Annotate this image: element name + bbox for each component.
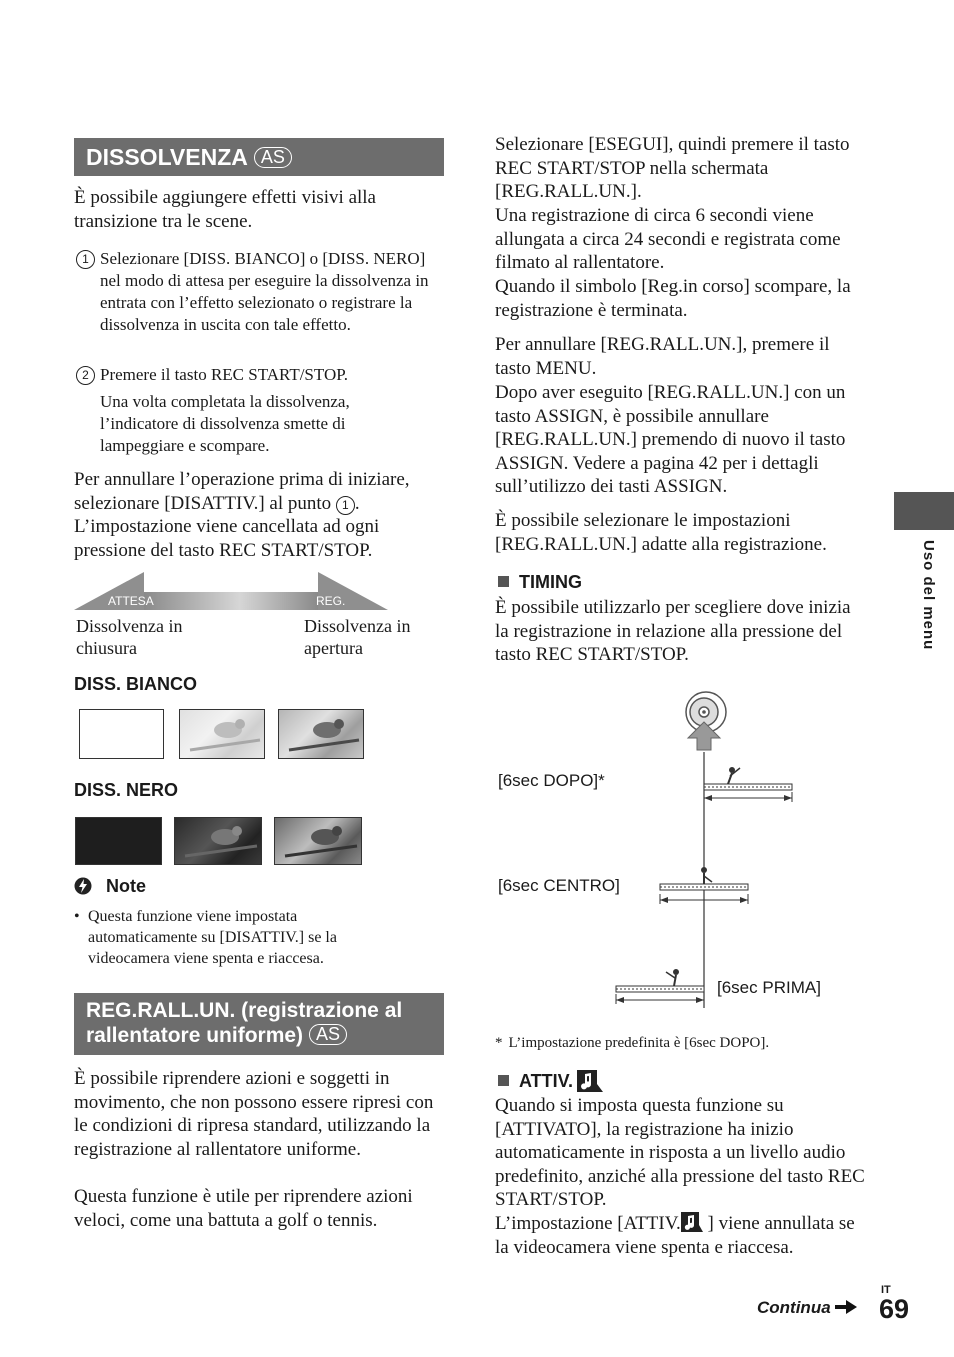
thumb-white-2 — [179, 709, 265, 759]
timing-heading — [498, 572, 582, 593]
bird-image — [175, 818, 261, 864]
right-para-6: È possibile selezionare le impostazioni [REG.RALL.UN.] adatte alla registrazione. — [495, 510, 827, 555]
diagram-label-attesa: ATTESA — [108, 594, 154, 608]
step-1 — [74, 248, 446, 336]
timing-title: TIMING — [519, 572, 582, 592]
side-tab — [894, 492, 954, 530]
step-ref-number: 1 — [336, 496, 355, 515]
continua-link[interactable] — [757, 1298, 857, 1318]
reg-rall-text: È possibile riprendere azioni e soggetti in movimento, che non possono essere ripresi con le condizioni di ripresa standard, utilizzando la registrazione al rallentatore uniforme. — [74, 1068, 434, 1160]
language-code: IT — [881, 1284, 891, 1296]
section-title: DISSOLVENZA — [86, 144, 248, 170]
attiv-text: Quando si imposta questa funzione su [ATTIVATO], la registrazione ha inizio automaticamente in risposta a un livello audio predefinito, anziché alla pressione del tasto REC START/STOP. — [495, 1095, 865, 1211]
footnote-text: L’impostazione predefinita è [6sec DOPO]. — [508, 1035, 770, 1051]
side-tab-label: Uso del menu — [920, 540, 937, 651]
caption-fade-out: Dissolvenza in chiusura — [76, 616, 183, 658]
footnote — [495, 1033, 769, 1053]
section-title-line1: REG.RALL.UN. (registrazione al — [86, 999, 403, 1022]
diss-nero-heading: DISS. NERO — [74, 780, 179, 800]
timing-text: È possibile utilizzarlo per scegliere dove inizia la registrazione in relazione alla pressione del tasto REC START/STOP. — [495, 597, 851, 666]
cancel-text-a: Per annullare l’operazione prima di iniziare, selezionare [DISATTIV.] al punto — [74, 469, 410, 514]
cancel-text-b: . — [354, 492, 360, 514]
continua-label: Continua — [757, 1298, 831, 1317]
as-badge: AS — [309, 1024, 347, 1045]
attiv-text-2b: ] viene annullata se la videocamera viene spenta e riaccesa. — [495, 1213, 855, 1258]
bird-image — [180, 710, 264, 758]
attiv-text-2a: L’impostazione [ATTIV. — [495, 1213, 681, 1234]
section-header-reg-rall — [74, 993, 444, 1055]
timing-bar-prima — [616, 969, 704, 1004]
attiv-title: ATTIV. — [519, 1071, 574, 1091]
right-para-2: Una registrazione di circa 6 secondi viene allungata a circa 24 secondi e registrata come filmato al rallentatore. — [495, 205, 841, 274]
right-para-3: Quando il simbolo [Reg.in corso] scompare, la registrazione è terminata. — [495, 276, 851, 321]
thumb-black-1 — [75, 817, 162, 865]
fade-bar — [144, 592, 318, 610]
diagram-label-reg: REG. — [316, 594, 346, 608]
step-number: 1 — [76, 250, 95, 269]
section-title-line2: rallentatore uniforme) — [86, 1024, 304, 1047]
step-2 — [74, 364, 446, 386]
timing-bar-dopo — [704, 767, 792, 802]
audio-trigger-icon — [577, 1070, 603, 1092]
right-para-5: Dopo aver eseguito [REG.RALL.UN.] con un tasto ASSIGN, è possibile annullare [REG.RALL.UN.] premendo di nuovo il tasto ASSIGN. Vedere a pagina 42 per i dettagli sull’utilizzo dei tasti ASSIGN. — [495, 382, 846, 498]
attiv-heading — [498, 1070, 603, 1092]
bird-image — [275, 818, 361, 864]
note-bullet: • — [74, 908, 80, 925]
attiv-text-2 — [495, 1212, 865, 1259]
arrow-right-icon — [835, 1300, 857, 1314]
right-para-1: Selezionare [ESEGUI], quindi premere il tasto REC START/STOP nella schermata [REG.RALL.UN.]. — [495, 134, 850, 203]
step-number: 2 — [76, 366, 95, 385]
right-para-4: Per annullare [REG.RALL.UN.], premere il tasto MENU. — [495, 334, 830, 379]
thumb-black-2 — [174, 817, 262, 865]
step-text: Premere il tasto REC START/STOP. — [100, 365, 349, 384]
thumb-white-1 — [79, 709, 164, 759]
note-icon — [74, 877, 92, 895]
square-bullet-icon — [498, 576, 509, 587]
caption-fade-in: Dissolvenza in apertura — [304, 616, 411, 658]
square-bullet-icon — [498, 1075, 509, 1086]
thumb-black-3 — [274, 817, 362, 865]
section-header-dissolvenza — [74, 138, 444, 176]
audio-trigger-icon — [681, 1212, 703, 1232]
note-text: Questa funzione viene impostata automaticamente su [DISATTIV.] se la videocamera viene spenta e riaccesa. — [88, 908, 337, 967]
cancel-text — [74, 468, 446, 562]
as-badge: AS — [254, 147, 292, 168]
page-number: 69 — [879, 1294, 910, 1324]
timing-label-dopo: [6sec DOPO]* — [498, 771, 605, 790]
footnote-mark: * — [495, 1035, 503, 1051]
note-heading — [74, 876, 146, 897]
step-2-detail: Una volta completata la dissolvenza, l’indicatore di dissolvenza smette di lampeggiare e scompare. — [100, 392, 350, 455]
thumb-white-3 — [278, 709, 364, 759]
timing-label-centro: [6sec CENTRO] — [498, 876, 620, 895]
step-text: Selezionare [DISS. BIANCO] o [DISS. NERO] nel modo di attesa per eseguire la dissolvenza in entrata con l’effetto selezionato o registrare la dissolvenza in uscita con tale effetto. — [100, 249, 429, 334]
cancel-text-c: L’impostazione viene cancellata ad ogni pressione del tasto REC START/STOP. — [74, 516, 380, 561]
diss-bianco-heading: DISS. BIANCO — [74, 674, 198, 694]
timing-label-prima: [6sec PRIMA] — [717, 978, 821, 997]
bird-image — [279, 710, 363, 758]
timing-diagram — [600, 690, 810, 1010]
reg-rall-text-2: Questa funzione è utile per riprendere azioni veloci, come una battuta a golf o tennis. — [74, 1186, 413, 1231]
note-title: Note — [106, 876, 146, 896]
intro-text: È possibile aggiungere effetti visivi alla transizione tra le scene. — [74, 187, 376, 232]
